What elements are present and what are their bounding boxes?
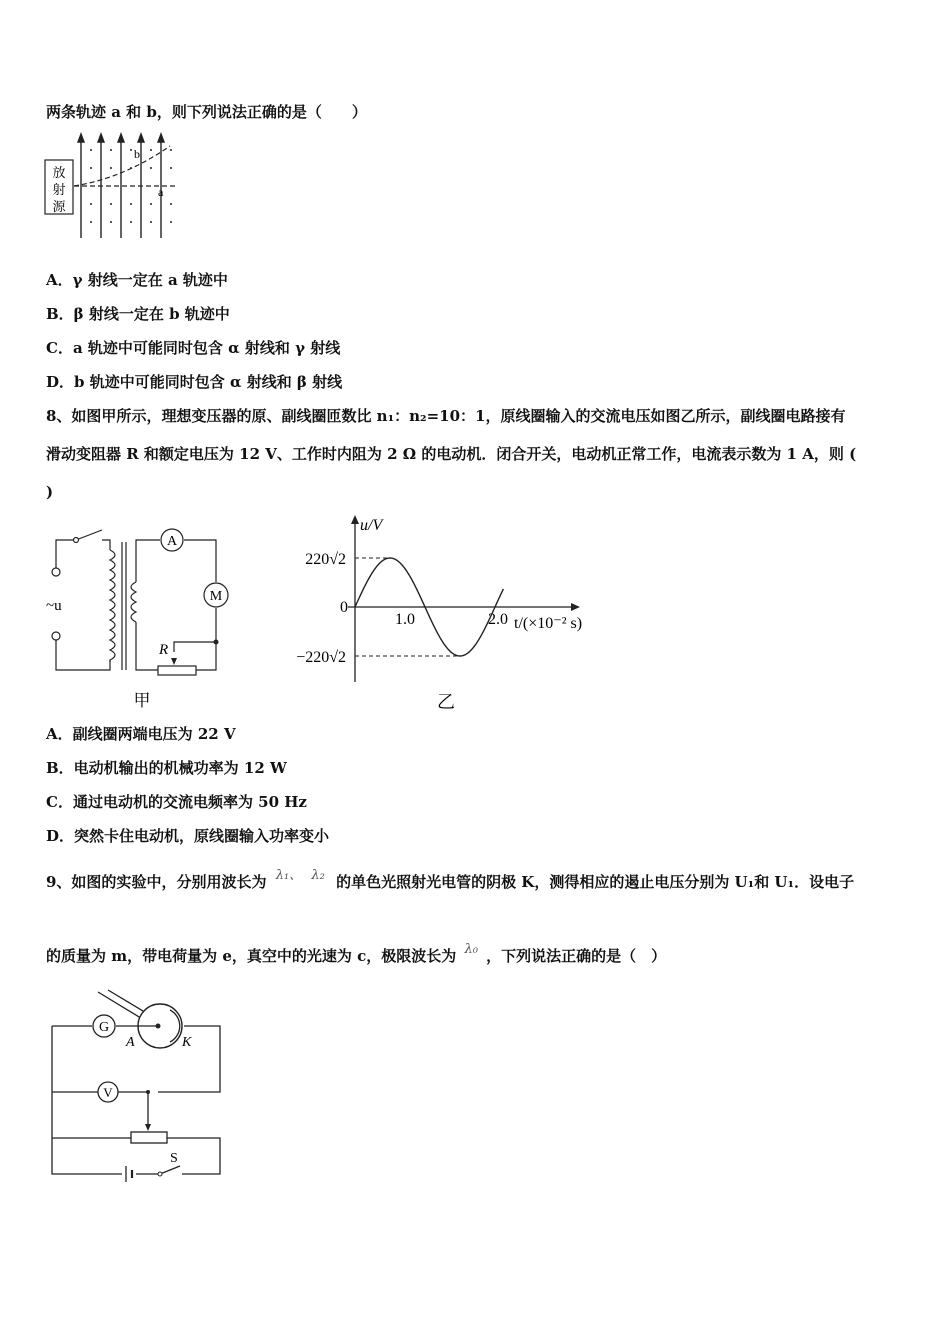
q8-option-b: B．电动机输出的机械功率为 12 W xyxy=(46,759,287,777)
lambda-0: λ₀ xyxy=(464,942,478,957)
junction-dot xyxy=(214,640,219,645)
input-label: ~u xyxy=(46,598,62,614)
x-axis-arrow xyxy=(571,603,580,611)
motor-label: M xyxy=(209,589,223,604)
switch-pivot xyxy=(158,1172,162,1176)
tick-1-label: 1.0 xyxy=(395,611,415,628)
junction-9 xyxy=(146,1090,150,1094)
tick-2-label: 2.0 xyxy=(488,611,508,628)
rheostat-9 xyxy=(131,1132,167,1143)
caption-yi: 乙 xyxy=(437,692,455,712)
source-label-1: 放 xyxy=(52,165,66,180)
origin-label: 0 xyxy=(340,599,348,616)
voltage-chart xyxy=(268,510,618,716)
anode-dot xyxy=(156,1024,161,1029)
y-axis-arrow xyxy=(351,515,359,524)
transformer-circuit-figure xyxy=(44,522,244,712)
q9-stem-line2-part-1: 的质量为 m，带电荷量为 e，真空中的光速为 c，极限波长为 xyxy=(46,947,457,965)
track-b-label: b xyxy=(134,147,140,161)
q8-option-a: A．副线圈两端电压为 22 V xyxy=(46,725,236,743)
caption-jia: 甲 xyxy=(133,691,151,710)
lambda-2: λ₂ xyxy=(311,868,325,883)
q8-option-c: C．通过电动机的交流电频率为 50 Hz xyxy=(46,793,307,811)
radiation-field-figure xyxy=(44,132,184,240)
galvanometer-label: G xyxy=(98,1020,110,1035)
anode-label: A xyxy=(126,1035,135,1050)
rheostat-label: R xyxy=(159,642,169,658)
q7-option-c: C．a 轨迹中可能同时包含 α 射线和 γ 射线 xyxy=(46,339,341,357)
lambda-1: λ₁、 xyxy=(275,868,303,883)
y-axis-label: u/V xyxy=(360,517,383,534)
q9-stem-line-2 xyxy=(46,942,667,968)
voltmeter-label: V xyxy=(103,1085,113,1100)
q9-stem-part-2: 的单色光照射光电管的阴极 K，测得相应的遏止电压分别为 U₁和 U₁．设电子 xyxy=(336,873,855,891)
q9-stem-part-1: 9、如图的实验中，分别用波长为 xyxy=(46,873,267,891)
switch-blade xyxy=(160,1166,180,1174)
switch-label: S xyxy=(170,1151,178,1166)
q7-option-b: B．β 射线一定在 b 轨迹中 xyxy=(46,305,230,323)
q7-option-d: D．b 轨迹中可能同时包含 α 射线和 β 射线 xyxy=(46,373,343,391)
q8-stem-line-1: 8、如图甲所示，理想变压器的原、副线圈匝数比 n₁：n₂=10：1，原线圈输入的交流电压如图乙所示，副线圈电路接有 xyxy=(46,407,846,425)
q8-stem-line-2: 滑动变阻器 R 和额定电压为 12 V、工作时内阻为 2 Ω 的电动机．闭合开关，电动机正常工作，电流表示数为 1 A，则 ( xyxy=(46,445,857,463)
q7-stem: 两条轨迹 a 和 b，则下列说法正确的是（ ） xyxy=(46,103,367,121)
q7-option-a: A．γ 射线一定在 a 轨迹中 xyxy=(46,271,228,289)
source-label-3: 源 xyxy=(52,199,66,214)
q9-stem-line-1 xyxy=(46,868,855,894)
q8-stem-line-3: ) xyxy=(46,483,54,501)
secondary-coil xyxy=(131,582,136,622)
rheostat-9-slider xyxy=(145,1124,151,1131)
track-b xyxy=(74,146,170,186)
photoelectric-circuit-figure xyxy=(46,988,230,1184)
ammeter-label: A xyxy=(166,534,178,549)
primary-coil xyxy=(110,550,115,662)
peak-label: 220√2 xyxy=(305,551,346,568)
q9-stem-line2-part-2: ，下列说法正确的是（ ） xyxy=(486,947,667,965)
track-a-label: a xyxy=(158,185,164,199)
x-axis-label: t/(×10⁻² s) xyxy=(514,615,583,632)
rheostat-slider xyxy=(171,658,177,665)
trough-label: −220√2 xyxy=(296,649,346,666)
source-label-2: 射 xyxy=(52,182,66,197)
rheostat xyxy=(158,666,196,675)
q8-option-d: D．突然卡住电动机，原线圈输入功率变小 xyxy=(46,827,330,845)
primary-switch xyxy=(76,530,102,540)
cathode-label: K xyxy=(182,1035,192,1050)
